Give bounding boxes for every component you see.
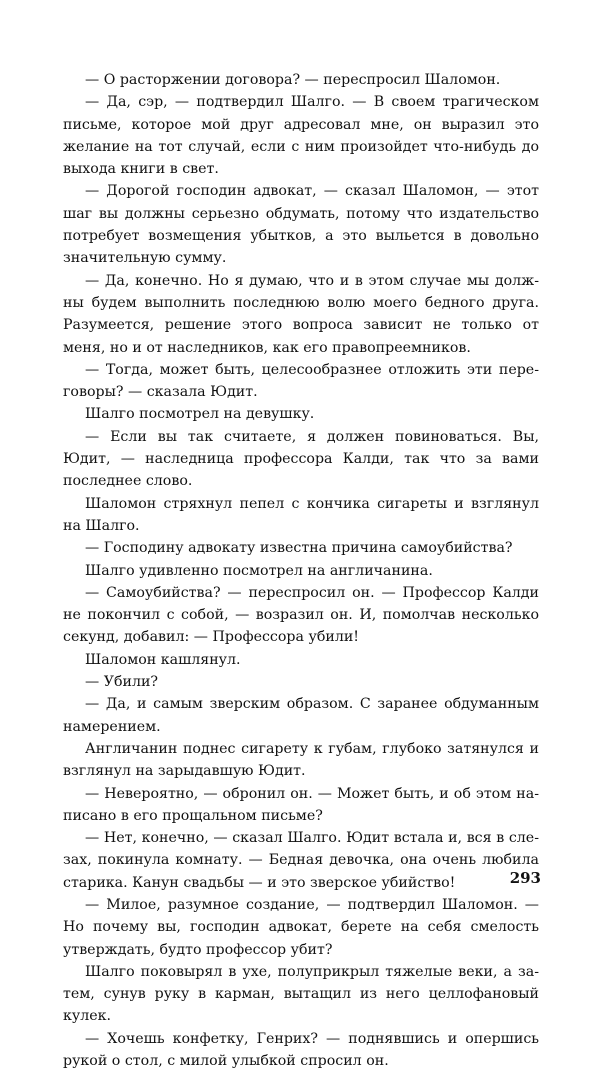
paragraph: — Господину адвокату известна причина самоубийства?	[85, 540, 513, 557]
paragraph: — Милое, разумное создание, — подтвердил Шаломон. — Но почему вы, господин адвокат, берете на себя смелость утверждать, будто профессор убит?	[63, 896, 539, 958]
paragraph: — Если вы так считаете, я должен повиноваться. Вы, Юдит, — наследница профессора Калди, так что за вами последнее слово.	[63, 428, 539, 490]
paragraph: — Убили?	[85, 674, 159, 691]
paragraph: — Хочешь конфетку, Генрих? — поднявшись и опершись рукой о стол, с милой улыбкой спросил он.	[63, 1030, 539, 1070]
paragraph: — Да, сэр, — подтвердил Шалго. — В своем трагическом письме, которое мой друг адресовал мне, он выразил это желание на тот случай, если с ним произойдет что-нибудь до выхода книги в свет.	[63, 94, 539, 178]
paragraph: — Дорогой господин адвокат, — сказал Шаломон, — этот шаг вы должны серьезно обдумать, потому что издательство потребует возмещения убытков, а это выльется в довольно значительную сумму.	[63, 183, 539, 267]
paragraph: — Да, и самым зверским образом. С заранее обдуманным намерением.	[63, 696, 539, 735]
paragraph: — Тогда, может быть, целесообразнее отложить эти переговоры? — сказала Юдит.	[63, 361, 539, 401]
page-number: 293	[509, 869, 541, 887]
paragraph: — Нет, конечно, — сказал Шалго. Юдит встала и, вся в слезах, покинула комнату. — Бедная девочка, она очень любила старика. Канун свадьбы — и это зверское убийство!	[63, 830, 539, 891]
paragraph: Шалго удивленно посмотрел на англичанина.	[85, 562, 433, 579]
paragraph: — О расторжении договора? — переспросил Шаломон.	[85, 72, 501, 88]
paragraph: — Невероятно, — обронил он. — Может быть, и об этом написано в его прощальном письме?	[63, 785, 539, 824]
paragraph: Шаломон кашлянул.	[85, 651, 241, 668]
paragraph: — Самоубийства? — переспросил он. — Профессор Калди не покончил с собой, — возразил он. И, помолчав несколько секунд, добавил: — Профессора убили!	[63, 584, 539, 646]
paragraph: — Да, конечно. Но я думаю, что и в этом случае мы должны будем выполнить последнюю волю моего бедного друга. Разумеется, решение этого вопроса зависит не только от меня, но и от наследников, как его правопреемников.	[63, 272, 539, 356]
paragraph: Шалго поковырял в ухе, полуприкрыл тяжелые веки, а затем, сунув руку в карман, вытащил из него целлофановый кулек.	[63, 963, 539, 1025]
body-text	[63, 69, 539, 1072]
paragraph: Шаломон стряхнул пепел с кончика сигареты и взглянул на Шалго.	[63, 495, 539, 534]
paragraph: Шалго посмотрел на девушку.	[85, 406, 315, 423]
paragraph: Англичанин поднес сигарету к губам, глубоко затянулся и взглянул на зарыдавшую Юдит.	[63, 740, 539, 780]
